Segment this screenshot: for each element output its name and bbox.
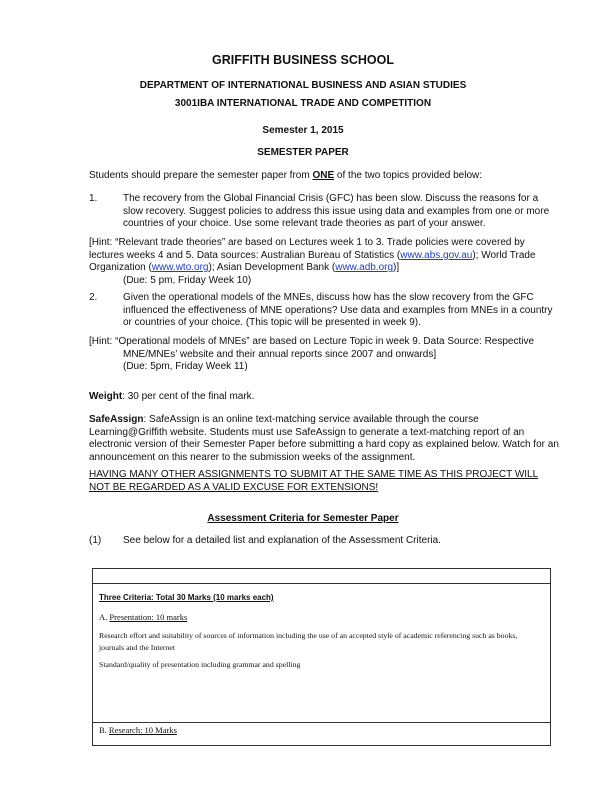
topic-2-number: 2. xyxy=(89,292,98,303)
table-header-row xyxy=(93,569,550,584)
hint-2-due: (Due: 5pm, Friday Week 11) xyxy=(123,361,248,373)
weight-text: : 30 per cent of the final mark. xyxy=(122,391,255,402)
criterion-b-prefix: B. xyxy=(99,725,109,735)
hint-1-part4: )] xyxy=(393,262,400,274)
safeassign-text: : SafeAssign is an online text-matching service available through the course Learning@Griffith website. Students must use SafeAssign to generate a text-matching report of an electronic version of their Semester Paper before submitting a hard copy as explained below. Watch for an announcement on this nearer to the submission weeks of the assignment. xyxy=(89,414,559,463)
course-title: 3001IBA INTERNATIONAL TRADE AND COMPETITION xyxy=(174,98,432,109)
hint-1 xyxy=(89,237,559,287)
semester-label: Semester 1, 2015 xyxy=(262,125,344,136)
safeassign-paragraph xyxy=(89,414,559,464)
adb-link[interactable]: www.adb.org xyxy=(335,262,394,274)
hint-2-line2: MNE/MNEs’ website and their annual reports since 2007 and onwards] xyxy=(123,348,437,360)
safeassign-label: SafeAssign xyxy=(89,414,144,425)
table-title: Three Criteria: Total 30 Marks (10 marks each) xyxy=(99,593,274,602)
criterion-a-description-1: Research effort and suitability of sources of information including the use of an accepted style of academic referencing such as books, journals and the Internet xyxy=(99,631,518,652)
abs-link[interactable]: www.abs.gov.au xyxy=(400,249,473,261)
hint-2-line1: [Hint: “Operational models of MNEs” are based on Lecture Topic in week 9. Data Source: Respective xyxy=(89,336,535,347)
intro-emphasis: ONE xyxy=(312,170,335,181)
extension-warning: HAVING MANY OTHER ASSIGNMENTS TO SUBMIT AT THE SAME TIME AS THIS PROJECT WILL NOT BE REGARDED AS A VALID EXCUSE FOR EXTENSIONS! xyxy=(89,469,539,493)
school-title: GRIFFITH BUSINESS SCHOOL xyxy=(212,53,394,67)
criteria-table xyxy=(92,568,551,746)
criteria-heading: Assessment Criteria for Semester Paper xyxy=(207,513,399,524)
topic-2-text: Given the operational models of the MNEs, discuss how has the slow recovery from the GFC influenced the effectiveness of MNE operations? Use data and examples from MNEs in a country or countries of your choice. (This topic will be presented in week 9). xyxy=(123,292,553,329)
table-divider xyxy=(93,722,550,723)
topic-1-number: 1. xyxy=(89,193,98,204)
criteria-item-number: (1) xyxy=(89,535,102,546)
intro-before: Students should prepare the semester paper from xyxy=(89,170,313,181)
hint-1-part2: ); World Trade Organization ( xyxy=(89,249,536,274)
weight-label: Weight xyxy=(89,391,123,402)
criterion-a-prefix: A. xyxy=(99,612,110,622)
criteria-item-text: See below for a detailed list and explanation of the Assessment Criteria. xyxy=(123,535,441,546)
topic-1-text: The recovery from the Global Financial Crisis (GFC) has been slow. Discuss the reasons for a slow recovery. Suggest policies to address this issue using data and examples from one or more countries of your choice. Use some relevant trade theories as part of your answer. xyxy=(123,193,550,230)
criterion-a-label: Presentation: 10 marks xyxy=(109,612,188,622)
wto-link[interactable]: www.wto.org xyxy=(151,262,209,274)
document-type: SEMESTER PAPER xyxy=(257,147,349,158)
hint-1-part1: [Hint: “Relevant trade theories” are based on Lectures week 1 to 3. Trade policies were covered by lectures weeks 4 and 5. Data sources: Australian Bureau of Statistics ( xyxy=(89,237,525,261)
weight-line xyxy=(89,391,559,404)
department-title: DEPARTMENT OF INTERNATIONAL BUSINESS AND ASIAN STUDIES xyxy=(139,80,467,91)
criterion-b xyxy=(99,725,177,735)
intro-after: of the two topics provided below: xyxy=(334,170,483,181)
intro-text xyxy=(89,170,559,183)
hint-2 xyxy=(89,336,559,374)
criterion-b-label: Research: 10 Marks xyxy=(108,725,177,735)
criterion-a-description-2: Standard/quality of presentation including grammar and spelling xyxy=(99,660,301,669)
criterion-a xyxy=(99,612,187,622)
hint-1-part3: ); Asian Development Bank ( xyxy=(208,262,336,274)
hint-1-due: (Due: 5 pm, Friday Week 10) xyxy=(123,274,252,286)
